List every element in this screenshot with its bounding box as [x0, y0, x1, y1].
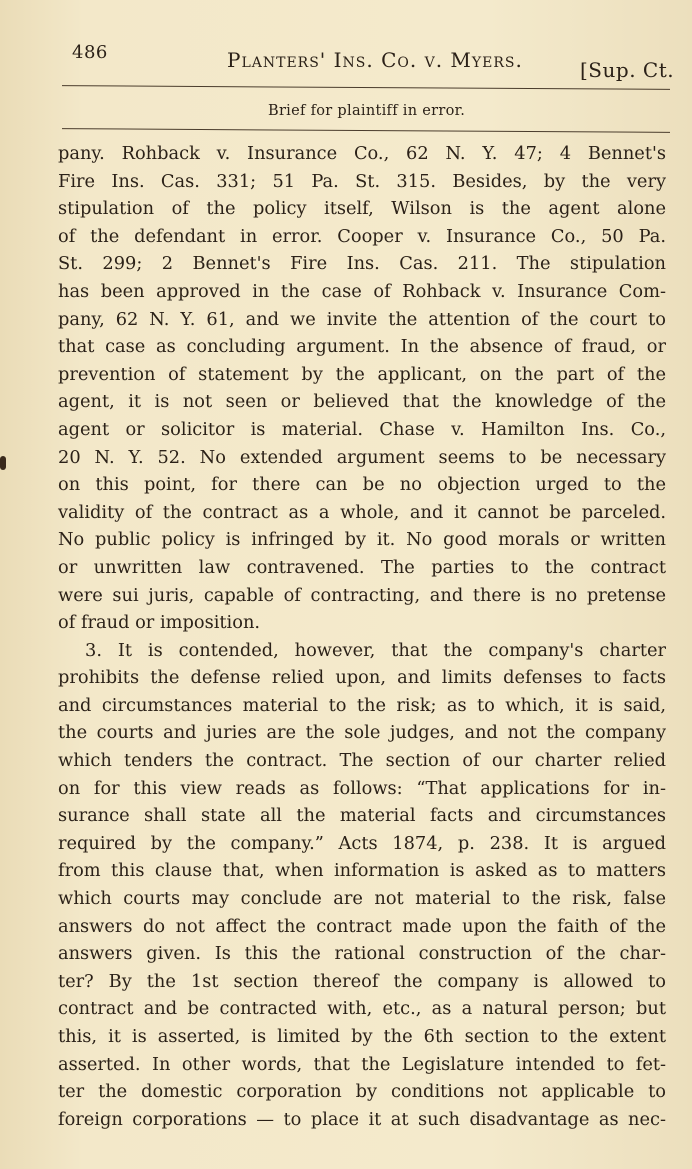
text-line: from this clause that, when information is asked as to matters	[58, 860, 666, 882]
text-line: pany. Rohback v. Insurance Co., 62 N. Y. 47; 4 Bennet's	[58, 143, 666, 164]
text-line: on for this view reads as follows: “That applications for in-	[58, 777, 666, 799]
text-line: St. 299; 2 Bennet's Fire Ins. Cas. 211. The stipulation	[58, 253, 666, 275]
text-line: that case as concluding argument. In the absence of fraud, or	[58, 336, 666, 358]
text-line: prevention of statement by the applicant, on the part of the	[58, 363, 666, 385]
text-line: were sui juris, capable of contracting, and there is no pretense	[58, 584, 666, 606]
text-line: ter the domestic corporation by conditions not applicable to	[58, 1081, 666, 1103]
court-label: [Sup. Ct.	[580, 58, 675, 82]
text-line: Fire Ins. Cas. 331; 51 Pa. St. 315. Besides, by the very	[58, 170, 666, 192]
text-line: has been approved in the case of Rohback v. Insurance Com-	[58, 280, 666, 302]
ink-blot	[0, 456, 6, 470]
text-line: which courts may conclude are not material to the risk, false	[58, 888, 666, 910]
brief-subheading: Brief for plaintiff in error.	[268, 103, 466, 119]
running-title: Planters' Ins. Co. v. Myers.	[227, 48, 523, 72]
text-line: pany, 62 N. Y. 61, and we invite the attention of the court to	[58, 308, 666, 330]
page-header	[62, 38, 682, 82]
text-line: validity of the contract as a whole, and it cannot be parceled.	[58, 501, 666, 523]
paragraph-start-line: 3. It is contended, however, that the company's charter	[85, 639, 666, 661]
text-line: required by the company.” Acts 1874, p. 238. It is argued	[58, 832, 666, 854]
text-line: the courts and juries are the sole judges, and not the company	[58, 722, 666, 744]
page-number: 486	[72, 42, 108, 63]
text-line: prohibits the defense relied upon, and limits defenses to facts	[58, 667, 666, 689]
text-line: agent, it is not seen or believed that the knowledge of the	[58, 391, 666, 413]
text-line: of fraud or imposition.	[58, 612, 261, 634]
text-line: ter? By the 1st section thereof the company is allowed to	[58, 970, 666, 992]
subheading-rule	[62, 128, 670, 133]
header-rule	[62, 85, 670, 90]
text-line: and circumstances material to the risk; as to which, it is said,	[58, 694, 666, 716]
text-line: this, it is asserted, is limited by the 6th section to the extent	[58, 1026, 666, 1047]
text-line: surance shall state all the material facts and circumstances	[58, 805, 666, 827]
text-line: stipulation of the policy itself, Wilson is the agent alone	[58, 198, 666, 220]
text-line: No public policy is infringed by it. No good morals or written	[58, 529, 666, 551]
body-text	[58, 140, 666, 1133]
text-line: answers given. Is this the rational construction of the char-	[58, 943, 666, 965]
text-line: agent or solicitor is material. Chase v. Hamilton Ins. Co.,	[58, 418, 666, 440]
text-line: answers do not affect the contract made upon the faith of the	[58, 915, 666, 937]
text-line: which tenders the contract. The section of our charter relied	[58, 750, 666, 772]
text-line: or unwritten law contravened. The parties to the contract	[58, 556, 666, 578]
text-line: asserted. In other words, that the Legislature intended to fet-	[58, 1053, 666, 1075]
text-line: of the defendant in error. Cooper v. Insurance Co., 50 Pa.	[58, 225, 666, 247]
text-line: 20 N. Y. 52. No extended argument seems to be necessary	[58, 446, 666, 468]
text-line: on this point, for there can be no objection urged to the	[58, 474, 666, 496]
text-line: contract and be contracted with, etc., as a natural person; but	[58, 998, 666, 1020]
text-line: foreign corporations — to place it at such disadvantage as nec-	[58, 1108, 666, 1130]
